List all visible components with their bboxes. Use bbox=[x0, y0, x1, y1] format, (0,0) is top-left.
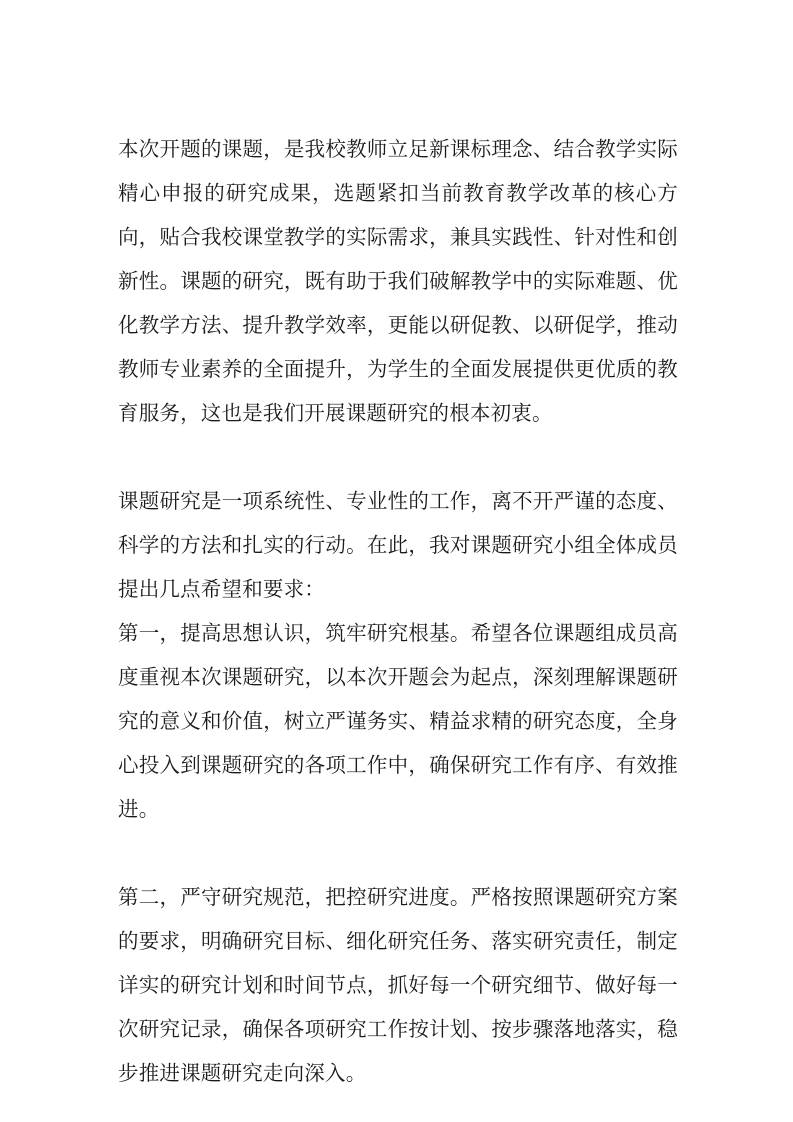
paragraph-spacer bbox=[118, 832, 678, 876]
paragraph-2: 课题研究是一项系统性、专业性的工作，离不开严谨的态度、科学的方法和扎实的行动。在此，我对课题研究小组全体成员提出几点希望和要求： bbox=[118, 491, 678, 601]
paragraph-1: 本次开题的课题，是我校教师立足新课标理念、结合教学实际精心申报的研究成果，选题紧扣当前教育教学改革的核心方向，贴合我校课堂教学的实际需求，兼具实践性、针对性和创新性。课题的研究，既有助于我们破解教学中的实际难题、优化教学方法、提升教学效率，更能以研促教、以研促学，推动教师专业素养的全面提升，为学生的全面发展提供更优质的教育服务，这也是我们开展课题研究的根本初衷。 bbox=[118, 139, 678, 425]
paragraph-4: 第二，严守研究规范，把控研究进度。严格按照课题研究方案的要求，明确研究目标、细化研究任务、落实研究责任，制定详实的研究计划和时间节点，抓好每一个研究细节、做好每一次研究记录，确保各项研究工作按计划、按步骤落地落实，稳步推进课题研究走向深入。 bbox=[118, 887, 678, 1085]
paragraph-spacer bbox=[118, 436, 678, 480]
document-body bbox=[118, 128, 678, 1096]
paragraph-3: 第一，提高思想认识，筑牢研究根基。希望各位课题组成员高度重视本次课题研究，以本次开题会为起点，深刻理解课题研究的意义和价值，树立严谨务实、精益求精的研究态度，全身心投入到课题研究的各项工作中，确保研究工作有序、有效推进。 bbox=[118, 623, 678, 821]
